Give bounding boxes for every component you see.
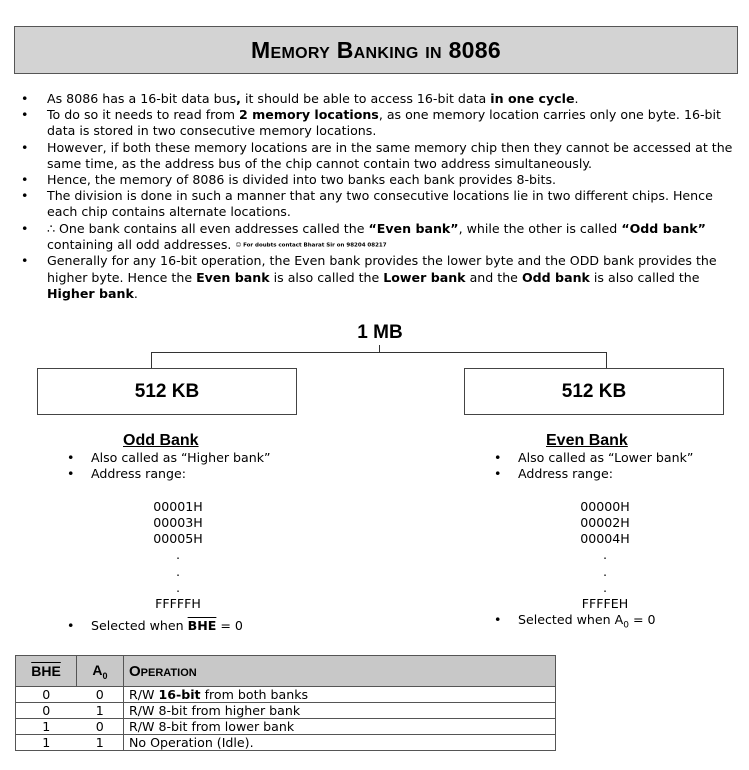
cell-a0: 0: [77, 687, 124, 703]
bullet-icon: •: [21, 91, 29, 106]
list-item: [67, 466, 271, 482]
cell-bhe: 1: [16, 719, 77, 735]
header-bhe-label: $\overline{BHE}$: [31, 663, 61, 679]
table-header-row: [16, 656, 556, 687]
ellipsis-dot: .: [176, 565, 180, 579]
odd-select-list: [67, 618, 243, 634]
text-bold: Higher bank: [47, 285, 134, 301]
odd-bank-list: [67, 450, 271, 482]
select-text: = 0: [216, 618, 243, 633]
bullet-icon: •: [21, 188, 29, 204]
bullet-icon: •: [21, 139, 29, 155]
bullet-icon: •: [494, 612, 502, 627]
text-bold: Even bank: [196, 269, 270, 285]
address-range-label: Address range:: [518, 466, 614, 481]
cell-bhe: 0: [16, 703, 77, 719]
text: is also called the: [589, 269, 700, 285]
bullet-item: [20, 253, 740, 302]
text: Hence, the memory of 8086 is divided into two banks each bank provides 8-bits.: [47, 172, 557, 188]
text: , while the other is called: [458, 220, 622, 236]
text: R/W: [129, 687, 159, 702]
connector-line: [151, 352, 152, 369]
text: The division is done in such a manner that any two consecutive locations lie in two different chips. Hence each chip contains alternate locations.: [47, 188, 713, 220]
even-address-list: [570, 499, 640, 547]
bullet-icon: •: [67, 618, 75, 633]
text: Generally for any 16-bit operation, the Even bank provides the lower byte and the ODD bank provides the higher byte. Hence the: [47, 253, 717, 285]
cell-operation: [124, 687, 556, 703]
address-value: 00002H: [580, 515, 630, 530]
connector-line: [606, 352, 607, 369]
bullet-icon: •: [494, 466, 502, 481]
odd-last-address: FFFFFH: [155, 596, 201, 611]
header-operation: Operation: [124, 656, 556, 687]
address-value: 00004H: [580, 531, 630, 546]
bullet-item: [20, 172, 740, 188]
text: is also called the: [269, 269, 384, 285]
text-bold: Odd bank: [521, 269, 590, 285]
text-bold: in one cycle: [490, 91, 575, 106]
odd-bank-alias: Also called as “Higher bank”: [91, 450, 271, 465]
text: ∴ One bank contains all even addresses called the: [47, 220, 369, 236]
select-text: Selected when A: [518, 612, 624, 627]
bullet-icon: •: [67, 450, 75, 465]
cell-a0: 1: [77, 735, 124, 751]
text: containing all odd addresses.: [47, 236, 236, 252]
list-item: [67, 450, 271, 466]
bullet-item: [20, 91, 740, 107]
ellipsis-dot: .: [176, 548, 180, 562]
table-row: [16, 703, 556, 719]
bullet-icon: •: [494, 450, 502, 465]
bullet-icon: •: [21, 220, 29, 236]
address-value: 00003H: [153, 515, 203, 530]
bullet-icon: •: [67, 466, 75, 481]
list-item: [494, 450, 693, 466]
text: As 8086 has a 16-bit data bus: [47, 91, 237, 106]
text-bold: Lower bank: [383, 269, 466, 285]
cell-bhe: 1: [16, 735, 77, 751]
contact-note: ☺ For doubts contact Bharat Sir on 98204 08217: [235, 242, 387, 249]
cell-bhe: 0: [16, 687, 77, 703]
bullet-item: [20, 140, 740, 172]
ellipsis-dot: .: [603, 581, 607, 595]
text-bold: 2 memory locations: [239, 107, 379, 123]
even-bank-heading: Even Bank: [546, 432, 628, 449]
address-value: 00000H: [580, 499, 630, 514]
bullet-icon: •: [21, 107, 29, 123]
odd-bank-heading: Odd Bank: [123, 432, 199, 449]
text-bold: 16-bit: [158, 687, 201, 702]
ellipsis-dot: .: [603, 548, 607, 562]
title-banner: [14, 26, 738, 74]
list-item: [494, 466, 693, 482]
address-value: 00005H: [153, 531, 203, 546]
text: .: [574, 91, 579, 106]
even-last-address: FFFFEH: [581, 596, 629, 611]
table-row: [16, 719, 556, 735]
table-row: [16, 687, 556, 703]
ellipsis-dot: .: [603, 565, 607, 579]
table-row: [16, 735, 556, 751]
cell-operation: R/W 8-bit from lower bank: [124, 719, 556, 735]
even-bank-list: [494, 450, 693, 482]
list-item: [494, 612, 656, 634]
a0-subscript: 0: [623, 620, 629, 631]
text-bold: ,: [236, 91, 241, 106]
page-title: Memory Banking in 8086: [251, 36, 501, 63]
text: and the: [465, 269, 522, 285]
total-memory-label: 1 MB: [357, 322, 403, 343]
bhe-signal: $\overline{BHE}$: [187, 618, 217, 633]
ellipsis-dot: .: [176, 581, 180, 595]
header-a0: [77, 656, 124, 687]
odd-bank-box: [37, 368, 297, 415]
bullet-list: [20, 91, 740, 302]
odd-bank-size: 512 KB: [134, 380, 200, 402]
cell-a0: 0: [77, 719, 124, 735]
select-text: Selected when: [91, 618, 188, 633]
text: it should be able to access 16-bit data: [240, 91, 491, 106]
text: However, if both these memory locations are in the same memory chip then they cannot be accessed at the same time, as the address bus of the chip cannot contain two address simultaneously.: [47, 139, 733, 171]
text: from both banks: [200, 687, 309, 702]
list-item: [67, 618, 243, 634]
even-bank-box: [464, 368, 724, 415]
cell-operation: R/W 8-bit from higher bank: [124, 703, 556, 719]
address-value: 00001H: [153, 499, 203, 514]
even-bank-size: 512 KB: [561, 380, 627, 402]
text-bold: “Odd bank”: [621, 220, 706, 236]
text: , as one memory location carries only one byte. 16-bit data is stored in two consecutive memory locations.: [47, 107, 721, 139]
text: To do so it needs to read from: [47, 107, 240, 123]
even-select-list: [494, 612, 656, 634]
select-text: = 0: [628, 612, 656, 627]
bullet-item: [20, 188, 740, 220]
bullet-icon: •: [21, 172, 29, 188]
connector-line: [151, 352, 607, 353]
address-range-label: Address range:: [91, 466, 187, 481]
header-a-label: A: [92, 661, 103, 678]
odd-address-list: [143, 499, 213, 547]
header-bhe: [16, 656, 77, 687]
bullet-icon: •: [21, 253, 29, 269]
text: .: [133, 285, 138, 301]
cell-operation: No Operation (Idle).: [124, 735, 556, 751]
even-bank-alias: Also called as “Lower bank”: [518, 450, 694, 465]
operation-table: [15, 655, 556, 751]
header-a-sub: 0: [102, 670, 108, 681]
text-bold: “Even bank”: [368, 220, 459, 236]
bullet-item: [20, 221, 740, 254]
cell-a0: 1: [77, 703, 124, 719]
bullet-item: [20, 107, 740, 139]
